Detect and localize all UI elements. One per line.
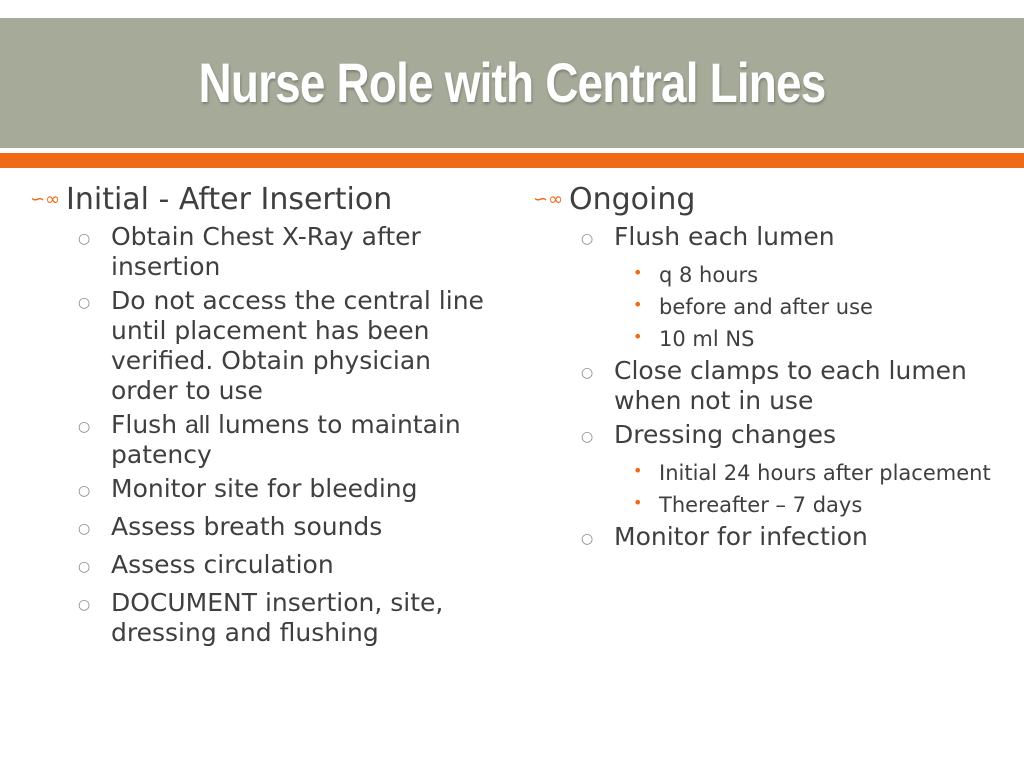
dot-icon: •	[633, 263, 643, 282]
left-list	[30, 222, 500, 648]
curly-loop-icon: ∽∞	[533, 189, 564, 210]
list-item	[78, 222, 500, 282]
hollow-circle-icon: ○	[78, 419, 91, 435]
hollow-circle-icon: ○	[581, 231, 594, 247]
item-text: Monitor site for bleeding	[111, 474, 418, 503]
sub-item-text: 10 ml NS	[659, 327, 755, 351]
item-text: Obtain Chest X-Ray after insertion	[111, 222, 421, 281]
list-item	[78, 474, 500, 508]
item-text: Do not access the central line until placement has been verified. Obtain physician order to use	[111, 286, 484, 405]
item-text: Dressing changes	[614, 420, 837, 449]
list-item	[78, 588, 500, 648]
hollow-circle-icon: ○	[78, 597, 91, 613]
item-text: Assess breath sounds	[111, 512, 383, 541]
item-text-pre: Flush	[111, 410, 185, 439]
item-text	[111, 410, 500, 470]
sub-item	[633, 262, 1003, 288]
sub-item	[633, 460, 1003, 486]
list-item	[78, 512, 500, 546]
list-item-dressing	[581, 420, 1003, 454]
hollow-circle-icon: ○	[78, 521, 91, 537]
item-text-post: lumens to maintain patency	[111, 410, 461, 469]
dot-icon: •	[633, 461, 643, 480]
sub-item	[633, 326, 1003, 352]
left-column	[30, 182, 500, 648]
list-item-clamps	[581, 356, 1003, 416]
dot-icon: •	[633, 327, 643, 346]
list-item-infection	[581, 522, 1003, 556]
left-heading-row	[30, 182, 500, 218]
hollow-circle-icon: ○	[78, 559, 91, 575]
top-margin	[0, 0, 1024, 18]
dot-icon: •	[633, 295, 643, 314]
item-text: Monitor for infection	[614, 522, 868, 551]
hollow-circle-icon: ○	[78, 231, 91, 247]
list-item	[78, 286, 500, 406]
list-item-flush	[581, 222, 1003, 256]
left-heading: Initial - After Insertion	[66, 182, 393, 217]
list-item	[78, 410, 500, 470]
accent-bar	[0, 153, 1024, 168]
sub-item	[633, 492, 1003, 518]
curly-loop-icon: ∽∞	[30, 189, 61, 210]
hollow-circle-icon: ○	[78, 483, 91, 499]
emphasis-all: all	[185, 411, 211, 439]
hollow-circle-icon: ○	[78, 295, 91, 311]
item-text: DOCUMENT insertion, site, dressing and flushing	[111, 588, 444, 647]
list-item	[78, 550, 500, 584]
dot-icon: •	[633, 493, 643, 512]
sub-item-text: q 8 hours	[659, 263, 759, 287]
sub-item-text: Thereafter – 7 days	[659, 493, 863, 517]
hollow-circle-icon: ○	[581, 365, 594, 381]
hollow-circle-icon: ○	[581, 531, 594, 547]
slide-title: Nurse Role with Central Lines	[198, 51, 826, 114]
item-text: Assess circulation	[111, 550, 334, 579]
item-text: Close clamps to each lumen when not in use	[614, 356, 967, 415]
sub-item-text: Initial 24 hours after placement	[659, 461, 991, 485]
sub-item	[633, 294, 1003, 320]
right-column	[533, 182, 1003, 556]
sub-item-text: before and after use	[659, 295, 873, 319]
right-heading-row	[533, 182, 1003, 218]
right-heading: Ongoing	[569, 182, 696, 217]
item-text: Flush each lumen	[614, 222, 835, 251]
hollow-circle-icon: ○	[581, 429, 594, 445]
